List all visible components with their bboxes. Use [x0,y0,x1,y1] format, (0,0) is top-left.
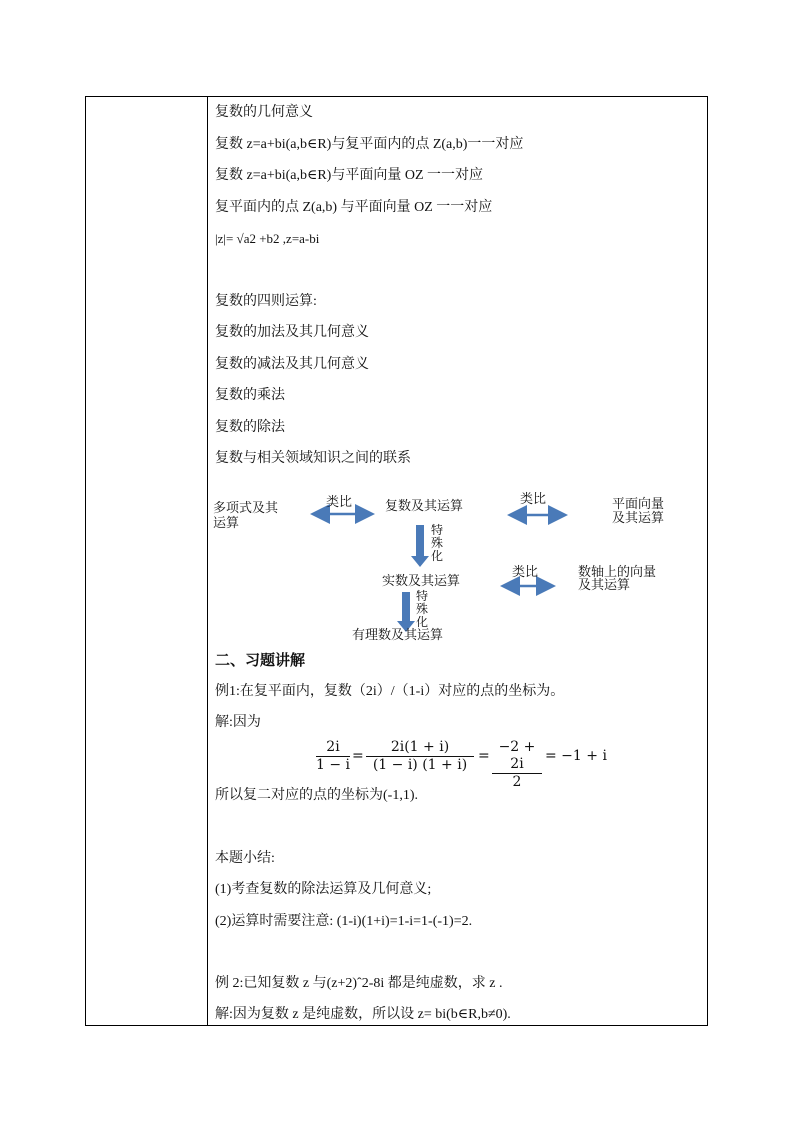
summary-title: 本题小结: [215,851,275,866]
example-1: 例1:在复平面内，复数（2i）/（1-i）对应的点的坐标为。 [215,684,565,699]
solution-intro: 解:因为 [215,715,261,730]
conclusion: 所以复二对应的点的坐标为(-1,1). [215,788,418,803]
node-real-ops: 实数及其运算 [382,574,461,589]
label-analogy-2: 类比 [520,492,547,507]
node-rational-ops: 有理数及其运算 [352,628,444,643]
fraction-2: $\frac{2i(1 + i)}{(1 - i) (1 + i)}$ [366,739,474,774]
text-line: 复数的乘法 [215,388,285,403]
text-line: 复数 z=a+bi(a,b∈R)与复平面内的点 Z(a,b)一一对应 [215,137,524,152]
text-line: 复数 z=a+bi(a,b∈R)与平面向量 OZ 一一对应 [215,168,484,183]
summary-1: (1)考查复数的除法运算及几何意义; [215,882,432,897]
down-arrow-2 [397,592,415,632]
fraction-3: $\frac{-2 + 2i}{2}$ [492,739,542,791]
node-plane-vector: 平面向量 [612,497,665,512]
solution-2: 解:因为复数 z 是纯虚数，所以设 z= bi(b∈R,b≠0). [215,1007,511,1022]
label-analogy-1: 类比 [326,495,353,510]
formula-line: |z|= √a2 +b2 ,z=a-bi [215,231,320,246]
node-complex-ops: 复数及其运算 [385,499,464,514]
node-polynomial: 多项式及其 [213,501,279,516]
label-analogy-3: 类比 [512,565,539,580]
text-line: 复数的除法 [215,420,285,435]
text-line: 复数的减法及其几何意义 [215,357,369,372]
label-specialize-1: 特 殊 化 [430,523,443,563]
section-heading: 二、习题讲解 [215,651,306,669]
label-specialize-2: 特 殊 化 [415,589,428,629]
formula-result: = −1 + i [545,748,607,764]
down-arrow-1 [411,525,429,567]
text-line: 复数与相关领域知识之间的联系 [215,451,411,466]
node-axis-vector: 数轴上的向量 [578,565,657,580]
text-line: 复数的加法及其几何意义 [215,325,369,340]
summary-2: (2)运算时需要注意: (1-i)(1+i)=1-i=1-(-1)=2. [215,914,473,929]
fraction-1: $\frac{2i}{1 - i}$ [316,739,351,773]
text-line: 复数的四则运算: [215,294,317,309]
text-line: 复平面内的点 Z(a,b) 与平面向量 OZ 一一对应 [215,200,493,215]
example-2: 例 2:已知复数 z 与(z+2)ˆ2-8i 都是纯虚数，求 z . [215,976,503,991]
equals-1: = [352,748,364,764]
node-polynomial-2: 运算 [213,516,240,531]
node-plane-vector-2: 及其运算 [612,511,665,526]
text-line: 复数的几何意义 [215,105,313,120]
equals-2: = [478,748,490,764]
node-axis-vector-2: 及其运算 [578,578,631,593]
